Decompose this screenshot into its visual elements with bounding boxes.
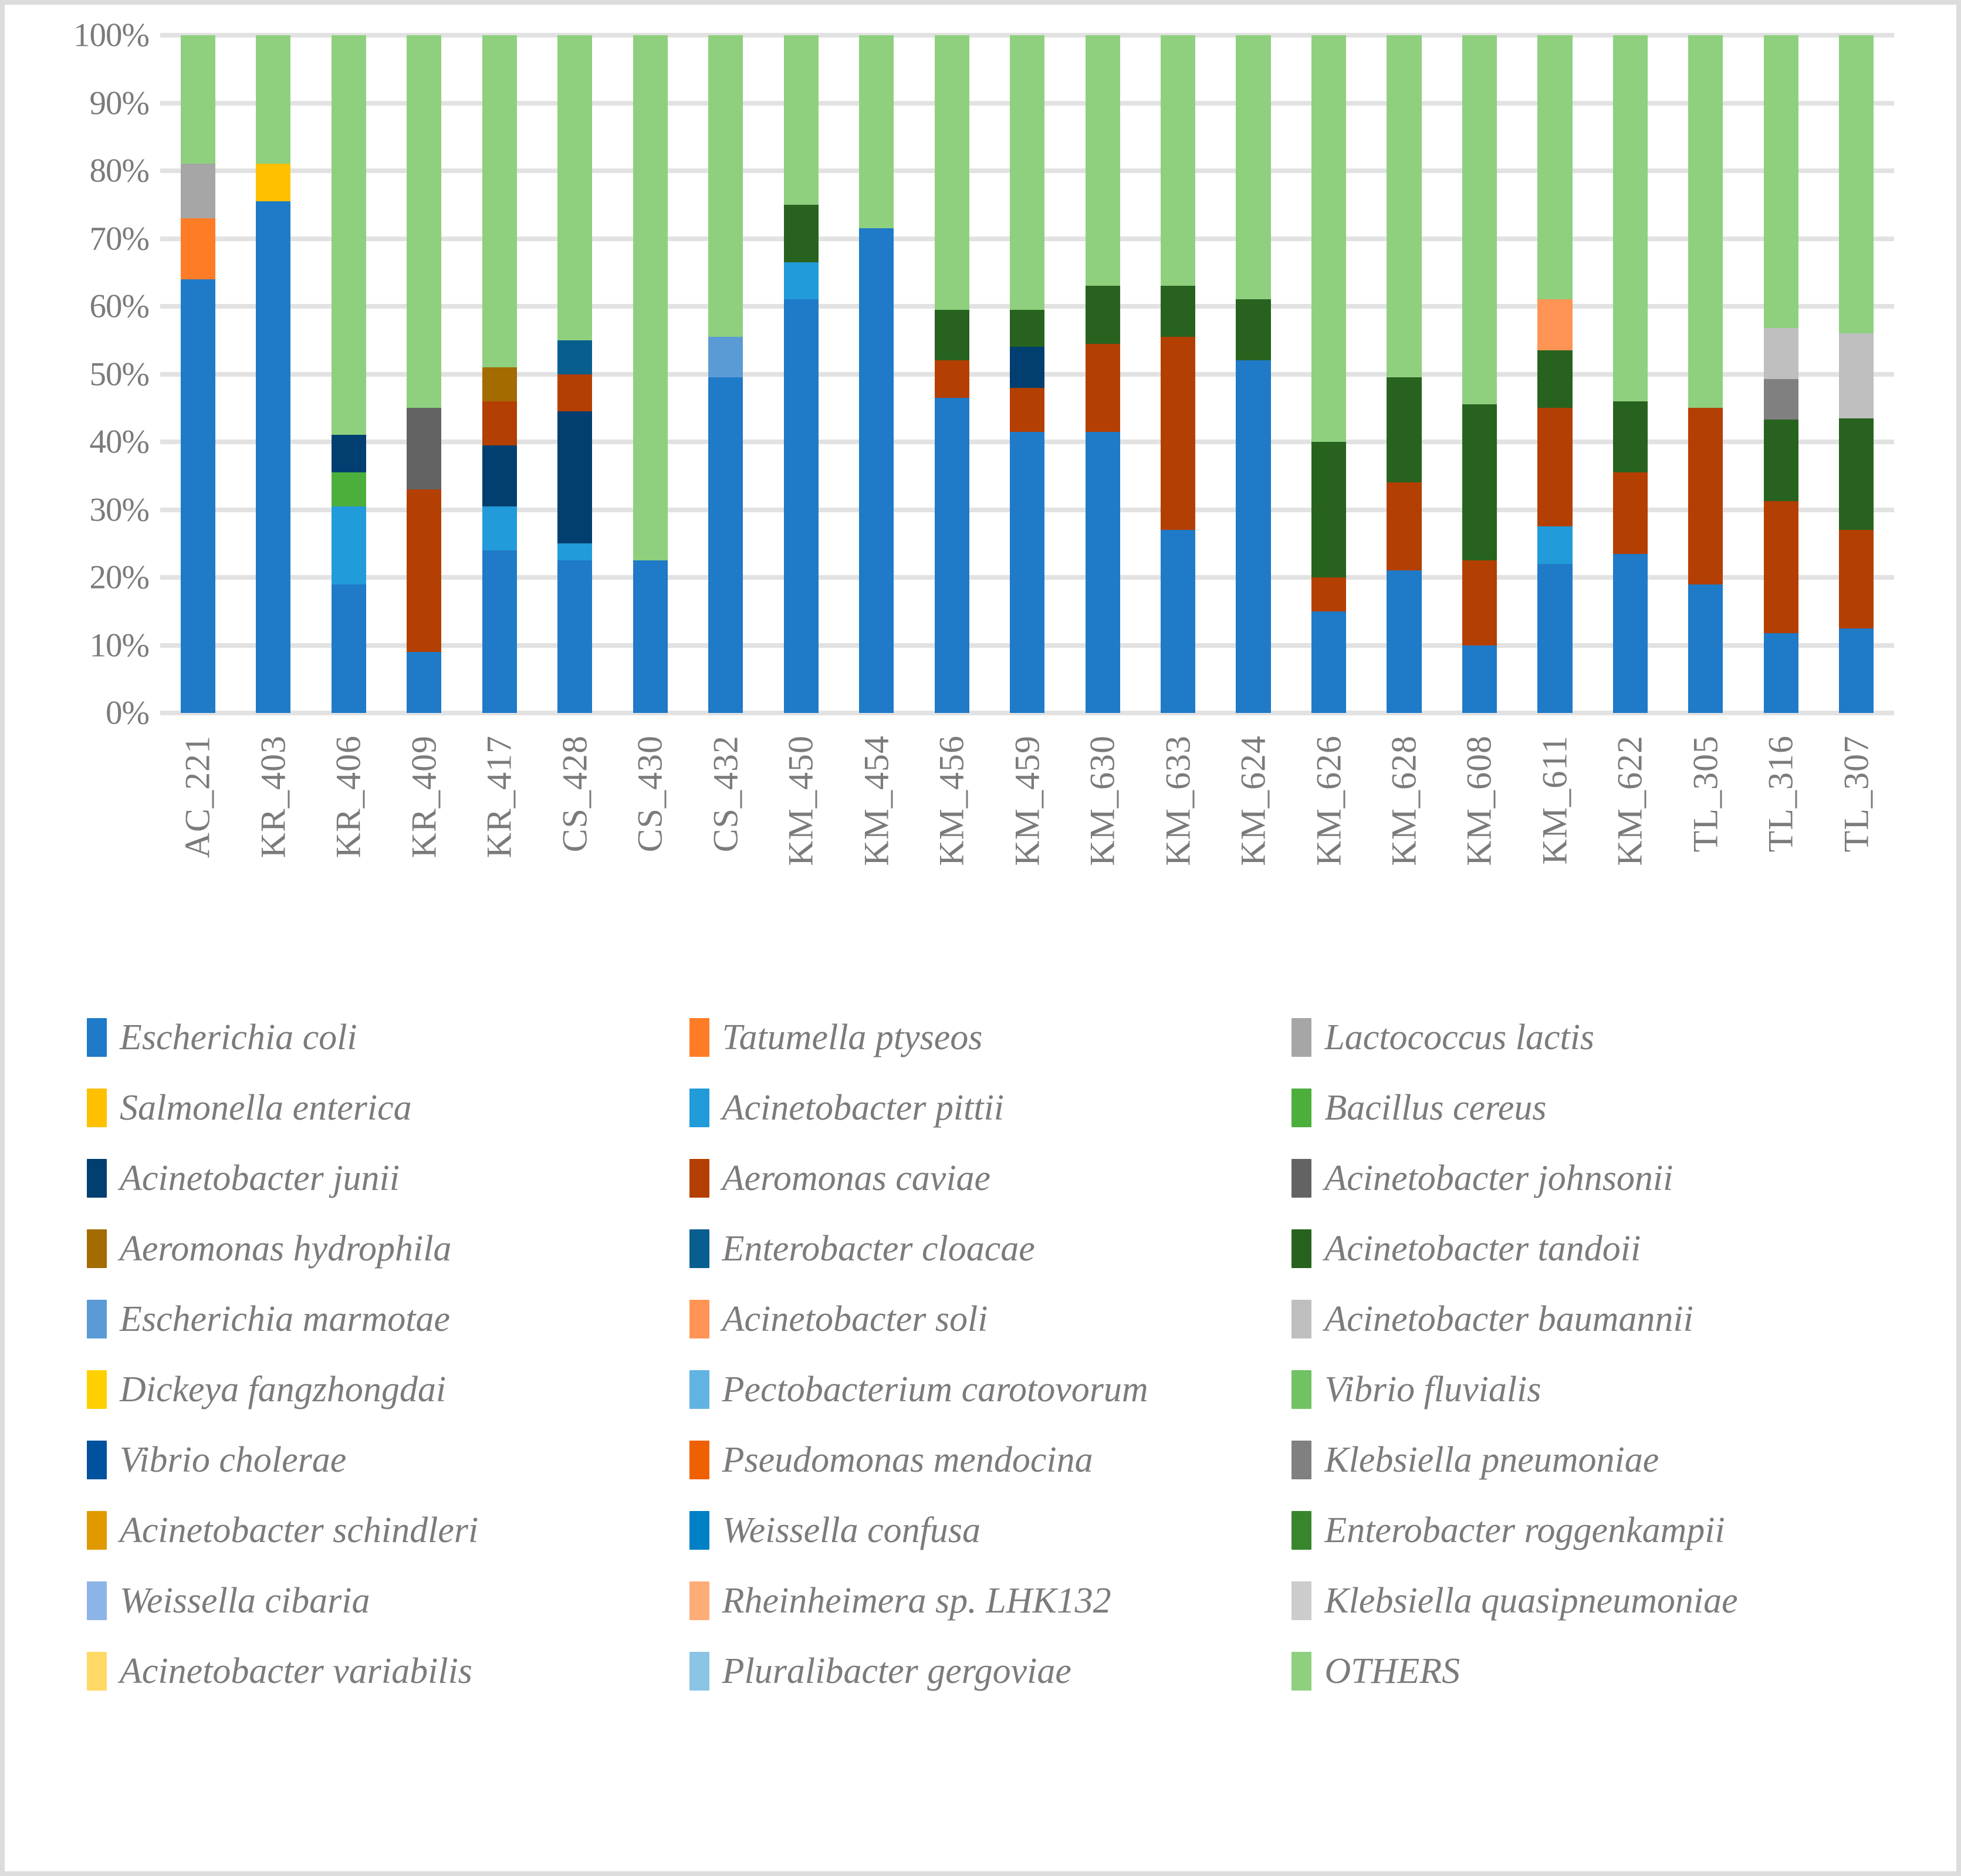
x-axis-tick-label: KM_450 bbox=[781, 735, 820, 866]
x-axis-tick-slot bbox=[1291, 735, 1366, 958]
legend-swatch-icon bbox=[689, 1300, 709, 1338]
x-axis-tick-label: CS_428 bbox=[555, 735, 594, 853]
legend-swatch-icon bbox=[1291, 1159, 1311, 1198]
x-axis-tick-slot bbox=[1517, 735, 1593, 958]
legend-label: Weissella cibaria bbox=[120, 1581, 370, 1621]
stacked-bar[interactable] bbox=[1688, 35, 1723, 713]
bar-segment bbox=[407, 489, 441, 652]
bar-segment bbox=[1462, 404, 1497, 560]
chart-legend bbox=[87, 1002, 1882, 1706]
x-axis-tick-label: KM_622 bbox=[1610, 735, 1649, 866]
stacked-bar[interactable] bbox=[557, 35, 592, 713]
bar-slot bbox=[1140, 35, 1215, 713]
legend-label: Klebsiella quasipneumoniae bbox=[1324, 1581, 1738, 1621]
bar-segment bbox=[1537, 350, 1572, 408]
bar-slot bbox=[1367, 35, 1442, 713]
bar-segment bbox=[332, 584, 366, 713]
bar-segment bbox=[1010, 432, 1044, 713]
bar-slot bbox=[1593, 35, 1668, 713]
bar-segment bbox=[708, 377, 743, 713]
bar-segment bbox=[1839, 628, 1874, 713]
legend-swatch-icon bbox=[87, 1300, 107, 1338]
bar-segment bbox=[181, 218, 215, 279]
legend-label: Enterobacter roggenkampii bbox=[1324, 1510, 1725, 1550]
legend-item[interactable] bbox=[689, 1214, 1280, 1284]
bar-segment bbox=[482, 35, 517, 367]
legend-label: Pseudomonas mendocina bbox=[722, 1440, 1093, 1480]
bar-segment bbox=[1764, 379, 1798, 420]
legend-swatch-icon bbox=[1291, 1018, 1311, 1057]
legend-label: Vibrio fluvialis bbox=[1324, 1370, 1541, 1409]
legend-item[interactable] bbox=[87, 1636, 678, 1706]
bar-segment bbox=[1839, 333, 1874, 418]
legend-swatch-icon bbox=[1291, 1652, 1311, 1691]
legend-label: Pectobacterium carotovorum bbox=[722, 1370, 1148, 1409]
bar-segment bbox=[1839, 530, 1874, 628]
bar-segment bbox=[935, 398, 969, 713]
bar-segment bbox=[1764, 328, 1798, 379]
bar-segment bbox=[784, 205, 819, 262]
x-axis-tick-slot bbox=[989, 735, 1064, 958]
x-axis-tick-slot bbox=[914, 735, 989, 958]
bar-segment bbox=[935, 360, 969, 398]
x-axis-tick-slot bbox=[1216, 735, 1291, 958]
legend-swatch-icon bbox=[87, 1229, 107, 1268]
stacked-bar[interactable] bbox=[633, 35, 668, 713]
bar-segment bbox=[482, 506, 517, 550]
bar-segment bbox=[1161, 530, 1195, 713]
bar-slot bbox=[763, 35, 839, 713]
x-axis-tick-slot bbox=[462, 735, 537, 958]
legend-item[interactable] bbox=[1291, 1354, 1882, 1425]
bar-segment bbox=[1688, 408, 1723, 584]
legend-swatch-icon bbox=[689, 1581, 709, 1620]
bar-segment bbox=[1086, 344, 1120, 432]
x-axis-tick-label: KM_628 bbox=[1384, 735, 1424, 866]
bar-segment bbox=[1010, 388, 1044, 432]
bar-segment bbox=[181, 35, 215, 164]
x-axis-tick-label: TL_307 bbox=[1837, 735, 1876, 853]
legend-item[interactable] bbox=[1291, 1495, 1882, 1566]
legend-label: Rheinheimera sp. LHK132 bbox=[722, 1581, 1111, 1621]
legend-item[interactable] bbox=[1291, 1073, 1882, 1143]
x-axis-tick-slot bbox=[1065, 735, 1140, 958]
bar-segment bbox=[1462, 35, 1497, 404]
bar-slot bbox=[1668, 35, 1743, 713]
bar-segment bbox=[1387, 482, 1421, 570]
x-axis-tick-label: KR_406 bbox=[329, 735, 368, 858]
x-axis-tick-slot bbox=[1743, 735, 1818, 958]
bar-segment bbox=[633, 560, 668, 713]
bar-segment bbox=[1688, 35, 1723, 408]
y-axis-tick: 0% bbox=[106, 694, 149, 732]
legend-item[interactable] bbox=[1291, 1636, 1882, 1706]
x-axis-tick-slot bbox=[235, 735, 310, 958]
x-axis-tick-label: KM_456 bbox=[932, 735, 971, 866]
stacked-bar[interactable] bbox=[256, 35, 290, 713]
x-axis-tick-slot bbox=[1367, 735, 1442, 958]
legend-item[interactable] bbox=[1291, 1425, 1882, 1495]
stacked-bar[interactable] bbox=[1311, 35, 1346, 713]
bar-segment bbox=[332, 435, 366, 472]
x-axis-tick-slot bbox=[1668, 735, 1743, 958]
bar-segment bbox=[1613, 472, 1648, 554]
bar-segment bbox=[784, 35, 819, 205]
legend-item[interactable] bbox=[87, 1425, 678, 1495]
bar-segment bbox=[256, 164, 290, 201]
legend-swatch-icon bbox=[689, 1370, 709, 1409]
legend-label: Salmonella enterica bbox=[120, 1088, 412, 1128]
legend-item[interactable] bbox=[1291, 1143, 1882, 1214]
legend-label: Enterobacter cloacae bbox=[722, 1229, 1035, 1269]
legend-swatch-icon bbox=[689, 1652, 709, 1691]
bar-segment bbox=[1387, 570, 1421, 713]
legend-label: Pluralibacter gergoviae bbox=[722, 1651, 1071, 1691]
legend-swatch-icon bbox=[87, 1652, 107, 1691]
bar-segment bbox=[557, 560, 592, 713]
legend-item[interactable] bbox=[1291, 1002, 1882, 1073]
legend-item[interactable] bbox=[689, 1636, 1280, 1706]
bar-segment bbox=[1010, 35, 1044, 310]
bar-segment bbox=[181, 164, 215, 218]
legend-swatch-icon bbox=[689, 1441, 709, 1479]
x-axis-tick-label: CS_430 bbox=[630, 735, 670, 853]
bar-segment bbox=[633, 35, 668, 560]
legend-item[interactable] bbox=[87, 1566, 678, 1636]
legend-item[interactable] bbox=[689, 1566, 1280, 1636]
bar-segment bbox=[859, 228, 894, 713]
bar-segment bbox=[181, 279, 215, 713]
x-axis-tick-label: KM_633 bbox=[1158, 735, 1198, 866]
bar-segment bbox=[1537, 564, 1572, 713]
bar-segment bbox=[332, 506, 366, 584]
bar-segment bbox=[482, 550, 517, 713]
bar-slot bbox=[839, 35, 914, 713]
bar-segment bbox=[482, 445, 517, 506]
bar-segment bbox=[482, 367, 517, 401]
stacked-bar-chart bbox=[40, 16, 1918, 732]
y-axis-tick: 10% bbox=[89, 627, 149, 664]
legend-item[interactable] bbox=[87, 1495, 678, 1566]
x-axis-tick-slot bbox=[839, 735, 914, 958]
bar-slot bbox=[462, 35, 537, 713]
legend-item[interactable] bbox=[689, 1073, 1280, 1143]
legend-swatch-icon bbox=[1291, 1300, 1311, 1338]
legend-swatch-icon bbox=[87, 1441, 107, 1479]
y-axis-tick: 90% bbox=[89, 84, 149, 121]
bar-segment bbox=[784, 299, 819, 713]
legend-swatch-icon bbox=[689, 1159, 709, 1198]
bar-segment bbox=[1613, 35, 1648, 401]
bar-segment bbox=[1839, 35, 1874, 333]
x-axis-tick-slot bbox=[160, 735, 235, 958]
legend-label: Aeromonas caviae bbox=[722, 1158, 991, 1198]
bar-segment bbox=[708, 35, 743, 337]
bar-segment bbox=[557, 35, 592, 340]
y-axis-tick: 100% bbox=[73, 16, 149, 54]
stacked-bar[interactable] bbox=[708, 35, 743, 713]
x-axis-tick-slot bbox=[613, 735, 688, 958]
bar-segment bbox=[1086, 286, 1120, 343]
y-axis-tick: 20% bbox=[89, 559, 149, 596]
y-axis-tick: 40% bbox=[89, 423, 149, 461]
y-axis-tick: 70% bbox=[89, 220, 149, 257]
legend-label: Acinetobacter schindleri bbox=[120, 1510, 479, 1550]
legend-label: Escherichia marmotae bbox=[120, 1299, 451, 1339]
legend-swatch-icon bbox=[689, 1229, 709, 1268]
bar-segment bbox=[1462, 560, 1497, 645]
stacked-bar[interactable] bbox=[1764, 35, 1798, 713]
legend-label: Tatumella ptyseos bbox=[722, 1018, 983, 1057]
plot-area bbox=[160, 35, 1894, 713]
legend-item[interactable] bbox=[87, 1002, 678, 1073]
x-axis-tick-label: AC_221 bbox=[178, 735, 217, 858]
bar-segment bbox=[557, 411, 592, 543]
legend-label: Acinetobacter johnsonii bbox=[1324, 1158, 1673, 1198]
bar-segment bbox=[332, 35, 366, 435]
bar-segment bbox=[1613, 401, 1648, 472]
stacked-bar[interactable] bbox=[1613, 35, 1648, 713]
legend-item[interactable] bbox=[689, 1354, 1280, 1425]
bar-slot bbox=[311, 35, 386, 713]
bar-slot bbox=[1517, 35, 1593, 713]
stacked-bar[interactable] bbox=[1086, 35, 1120, 713]
y-axis-tick: 80% bbox=[89, 152, 149, 190]
stacked-bar[interactable] bbox=[1387, 35, 1421, 713]
legend-label: Bacillus cereus bbox=[1324, 1088, 1547, 1128]
legend-swatch-icon bbox=[1291, 1089, 1311, 1127]
bar-segment bbox=[1236, 35, 1270, 299]
x-axis-tick-label: KR_417 bbox=[479, 735, 519, 858]
x-axis-tick-slot bbox=[311, 735, 386, 958]
legend-item[interactable] bbox=[87, 1073, 678, 1143]
bar-segment bbox=[1613, 554, 1648, 713]
legend-swatch-icon bbox=[87, 1581, 107, 1620]
legend-label: Vibrio cholerae bbox=[120, 1440, 347, 1480]
bar-segment bbox=[1236, 360, 1270, 713]
legend-swatch-icon bbox=[87, 1370, 107, 1409]
legend-swatch-icon bbox=[1291, 1511, 1311, 1550]
stacked-bar[interactable] bbox=[407, 35, 441, 713]
legend-label: Acinetobacter tandoii bbox=[1324, 1229, 1641, 1269]
bar-segment bbox=[1839, 418, 1874, 530]
bar-segment bbox=[1311, 442, 1346, 577]
bar-segment bbox=[935, 35, 969, 310]
bar-segment bbox=[1537, 299, 1572, 350]
legend-item[interactable] bbox=[1291, 1284, 1882, 1354]
x-axis-tick-slot bbox=[1593, 735, 1668, 958]
y-axis-tick: 30% bbox=[89, 491, 149, 528]
bar-segment bbox=[557, 543, 592, 560]
legend-label: Dickeya fangzhongdai bbox=[120, 1370, 447, 1409]
y-axis-tick: 60% bbox=[89, 288, 149, 325]
bar-segment bbox=[482, 401, 517, 445]
bar-slot bbox=[1819, 35, 1894, 713]
x-axis-tick-label: CS_432 bbox=[706, 735, 745, 853]
bar-segment bbox=[708, 337, 743, 377]
bar-slot bbox=[537, 35, 612, 713]
x-axis-tick-label: KM_626 bbox=[1309, 735, 1348, 866]
bar-segment bbox=[1462, 645, 1497, 714]
bar-segment bbox=[1537, 408, 1572, 526]
bar-segment bbox=[1387, 35, 1421, 377]
bar-segment bbox=[557, 374, 592, 412]
stacked-bar[interactable] bbox=[1236, 35, 1270, 713]
legend-label: Escherichia coli bbox=[120, 1018, 357, 1057]
legend-label: Weissella confusa bbox=[722, 1510, 980, 1550]
legend-label: OTHERS bbox=[1324, 1651, 1460, 1691]
x-axis-tick-label: KM_624 bbox=[1233, 735, 1273, 866]
legend-swatch-icon bbox=[1291, 1441, 1311, 1479]
bar-segment bbox=[1387, 377, 1421, 482]
legend-item[interactable] bbox=[689, 1143, 1280, 1214]
bar-segment bbox=[1764, 501, 1798, 633]
bar-slot bbox=[613, 35, 688, 713]
bar-segment bbox=[256, 201, 290, 713]
x-axis-tick-label: KM_454 bbox=[857, 735, 896, 866]
bar-slot bbox=[1065, 35, 1140, 713]
stacked-bar[interactable] bbox=[1537, 35, 1572, 713]
legend-swatch-icon bbox=[1291, 1581, 1311, 1620]
x-axis-tick-slot bbox=[1819, 735, 1894, 958]
x-axis-tick-slot bbox=[386, 735, 461, 958]
bar-slot bbox=[235, 35, 310, 713]
bar-slot bbox=[989, 35, 1064, 713]
bar-slot bbox=[1442, 35, 1517, 713]
bar-segment bbox=[1764, 420, 1798, 501]
x-axis-tick-slot bbox=[763, 735, 839, 958]
bar-slot bbox=[914, 35, 989, 713]
legend-label: Lactococcus lactis bbox=[1324, 1018, 1595, 1057]
bar-segment bbox=[1311, 577, 1346, 611]
legend-label: Klebsiella pneumoniae bbox=[1324, 1440, 1659, 1480]
legend-item[interactable] bbox=[87, 1354, 678, 1425]
stacked-bar[interactable] bbox=[784, 35, 819, 713]
bar-segment bbox=[557, 340, 592, 374]
x-axis-tick-label: TL_305 bbox=[1686, 735, 1725, 853]
x-axis-tick-label: KM_459 bbox=[1007, 735, 1047, 866]
x-axis-tick-label: KR_403 bbox=[253, 735, 293, 858]
bar-segment bbox=[407, 652, 441, 713]
bar-segment bbox=[1161, 35, 1195, 286]
x-axis-tick-label: KR_409 bbox=[404, 735, 444, 858]
bar-segment bbox=[1010, 347, 1044, 387]
legend-item[interactable] bbox=[1291, 1214, 1882, 1284]
bar-segment bbox=[1010, 310, 1044, 347]
bar-segment bbox=[1537, 526, 1572, 564]
bar-segment bbox=[784, 262, 819, 300]
bar-segment bbox=[859, 35, 894, 228]
x-axis bbox=[160, 735, 1894, 958]
y-axis bbox=[40, 16, 157, 732]
y-axis-tick: 50% bbox=[89, 356, 149, 393]
legend-swatch-icon bbox=[87, 1018, 107, 1057]
legend-swatch-icon bbox=[87, 1511, 107, 1550]
legend-item[interactable] bbox=[689, 1284, 1280, 1354]
bar-slot bbox=[1216, 35, 1291, 713]
x-axis-tick-label: KM_608 bbox=[1459, 735, 1499, 866]
legend-swatch-icon bbox=[1291, 1229, 1311, 1268]
legend-item[interactable] bbox=[1291, 1566, 1882, 1636]
x-axis-tick-slot bbox=[1442, 735, 1517, 958]
stacked-bar[interactable] bbox=[935, 35, 969, 713]
legend-swatch-icon bbox=[87, 1089, 107, 1127]
x-axis-tick-label: KM_611 bbox=[1535, 735, 1574, 865]
bar-segment bbox=[1086, 35, 1120, 286]
stacked-bar[interactable] bbox=[181, 35, 215, 713]
legend-label: Acinetobacter variabilis bbox=[120, 1651, 472, 1691]
bar-slot bbox=[160, 35, 235, 713]
bar-slot bbox=[386, 35, 461, 713]
legend-item[interactable] bbox=[689, 1495, 1280, 1566]
stacked-bar[interactable] bbox=[859, 35, 894, 713]
legend-label: Acinetobacter pittii bbox=[722, 1088, 1005, 1128]
bar-segment bbox=[1764, 35, 1798, 328]
x-axis-tick-label: KM_630 bbox=[1083, 735, 1122, 866]
x-axis-tick-slot bbox=[1140, 735, 1215, 958]
legend-item[interactable] bbox=[87, 1284, 678, 1354]
bar-segment bbox=[935, 310, 969, 361]
legend-swatch-icon bbox=[1291, 1370, 1311, 1409]
legend-swatch-icon bbox=[87, 1159, 107, 1198]
stacked-bar[interactable] bbox=[1010, 35, 1044, 713]
stacked-bar[interactable] bbox=[332, 35, 366, 713]
bar-segment bbox=[407, 35, 441, 408]
legend-label: Acinetobacter soli bbox=[722, 1299, 988, 1339]
x-axis-tick-label: TL_316 bbox=[1761, 735, 1800, 853]
bar-segment bbox=[332, 472, 366, 506]
stacked-bar[interactable] bbox=[482, 35, 517, 713]
bar-segment bbox=[1764, 633, 1798, 713]
stacked-bar[interactable] bbox=[1462, 35, 1497, 713]
stacked-bar[interactable] bbox=[1161, 35, 1195, 713]
bar-segment bbox=[1311, 611, 1346, 713]
bar-slot bbox=[1291, 35, 1366, 713]
bar-segment bbox=[1161, 286, 1195, 337]
legend-item[interactable] bbox=[87, 1143, 678, 1214]
x-axis-tick-slot bbox=[537, 735, 612, 958]
legend-label: Acinetobacter baumannii bbox=[1324, 1299, 1693, 1339]
bar-segment bbox=[1236, 299, 1270, 360]
x-axis-tick-slot bbox=[688, 735, 763, 958]
legend-swatch-icon bbox=[689, 1089, 709, 1127]
bar-segment bbox=[256, 35, 290, 164]
bar-slot bbox=[688, 35, 763, 713]
bar-segment bbox=[1311, 35, 1346, 442]
bar-segment bbox=[1537, 35, 1572, 299]
legend-item[interactable] bbox=[87, 1214, 678, 1284]
legend-item[interactable] bbox=[689, 1425, 1280, 1495]
legend-item[interactable] bbox=[689, 1002, 1280, 1073]
legend-label: Acinetobacter junii bbox=[120, 1158, 400, 1198]
stacked-bar[interactable] bbox=[1839, 35, 1874, 713]
legend-label: Aeromonas hydrophila bbox=[120, 1229, 452, 1269]
legend-swatch-icon bbox=[689, 1511, 709, 1550]
bar-slot bbox=[1743, 35, 1818, 713]
bar-segment bbox=[1688, 584, 1723, 713]
bar-segment bbox=[1161, 337, 1195, 530]
legend-swatch-icon bbox=[689, 1018, 709, 1057]
bar-segment bbox=[1086, 432, 1120, 713]
bar-group bbox=[160, 35, 1894, 713]
bar-segment bbox=[407, 408, 441, 489]
